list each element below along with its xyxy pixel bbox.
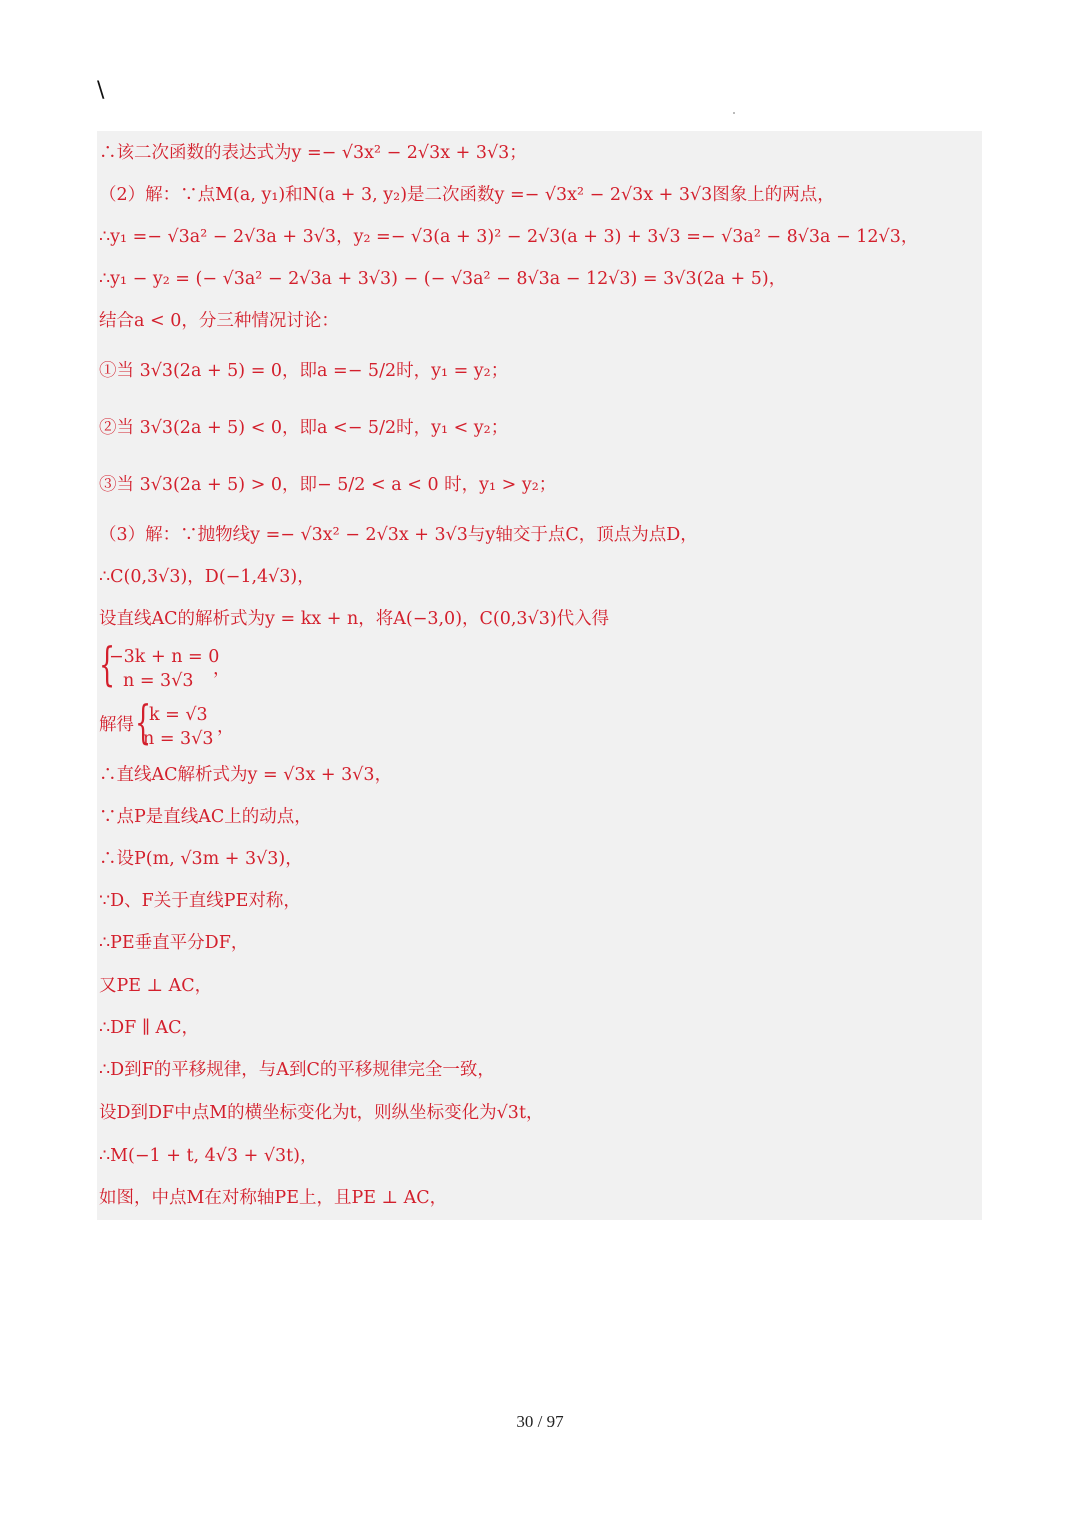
solution-line-19: ∴D到F的平移规律，与A到C的平移规律完全一致， [99,1060,495,1080]
solution-line-5: 结合a < 0，分三种情况讨论： [99,311,339,331]
system-2-prefix: 解得 [99,715,134,735]
solution-line-15: ∵D、F关于直线PE对称， [99,891,301,911]
brace-symbol: { [135,695,152,749]
system-2-tail: ， [217,717,235,737]
system-2-eq-a: k = √3 [149,705,208,725]
solution-line-14: ∴设P(m, √3m + 3√3)， [99,849,303,869]
system-1-eq-b: n = 3√3 [123,671,194,691]
solution-line-4: ∴y₁ − y₂ = (− √3a² − 2√3a + 3√3) − (− √3a² − 8√3a − 12√3) = 3√3(2a + 5)， [99,269,787,289]
case-3-line: ③当 3√3(2a + 5) > 0，即− 5/2 < a < 0 时，y₁ > y₂； [99,475,557,495]
system-1-tail: ， [213,659,231,679]
solution-line-20: 设D到DF中点M的横坐标变化为t，则纵坐标变化为√3t， [99,1103,544,1123]
solution-line-18: ∴DF ∥ AC， [99,1018,200,1038]
solution-line-9: （3）解：∵抛物线y =− √3x² − 2√3x + 3√3与y轴交于点C，顶点为点D， [99,525,698,545]
solution-line-12: ∴直线AC解析式为y = √3x + 3√3， [99,765,393,785]
solution-line-10: ∴C(0,3√3)，D(−1,4√3)， [99,567,315,587]
solution-line-1: ∴该二次函数的表达式为y =− √3x² − 2√3x + 3√3； [99,143,527,163]
case-1-line: ①当 3√3(2a + 5) = 0，即a =− 5/2时，y₁ = y₂； [99,361,509,381]
solution-line-21: ∴M(−1 + t, 4√3 + √3t)， [99,1146,318,1166]
case-2-line: ②当 3√3(2a + 5) < 0，即a <− 5/2时，y₁ < y₂； [99,418,509,438]
scan-dot [733,112,735,114]
equation-system-1 [99,637,239,695]
equation-system-2 [99,695,249,753]
page-number: 30 / 97 [516,1412,564,1431]
solution-line-16: ∴PE垂直平分DF， [99,933,249,953]
solution-line-11: 设直线AC的解析式为y = kx + n，将A(−3,0)，C(0,3√3)代入得 [99,609,610,629]
brace-symbol: { [99,637,116,691]
solution-line-17: 又PE ⊥ AC， [99,976,213,996]
solution-line-13: ∵点P是直线AC上的动点， [99,807,312,827]
solution-line-2: （2）解：∵点M(a, y₁)和N(a + 3, y₂)是二次函数y =− √3x² − 2√3x + 3√3图象上的两点， [99,185,835,205]
solution-line-22: 如图，中点M在对称轴PE上，且PE ⊥ AC， [99,1188,448,1208]
system-1-eq-a: −3k + n = 0 [109,647,220,667]
system-2-eq-b: n = 3√3 [143,729,214,749]
backslash-mark: \ [97,78,105,103]
solution-line-3: ∴y₁ =− √3a² − 2√3a + 3√3，y₂ =− √3(a + 3)² − 2√3(a + 3) + 3√3 =− √3a² − 8√3a − 12√3， [99,227,919,247]
